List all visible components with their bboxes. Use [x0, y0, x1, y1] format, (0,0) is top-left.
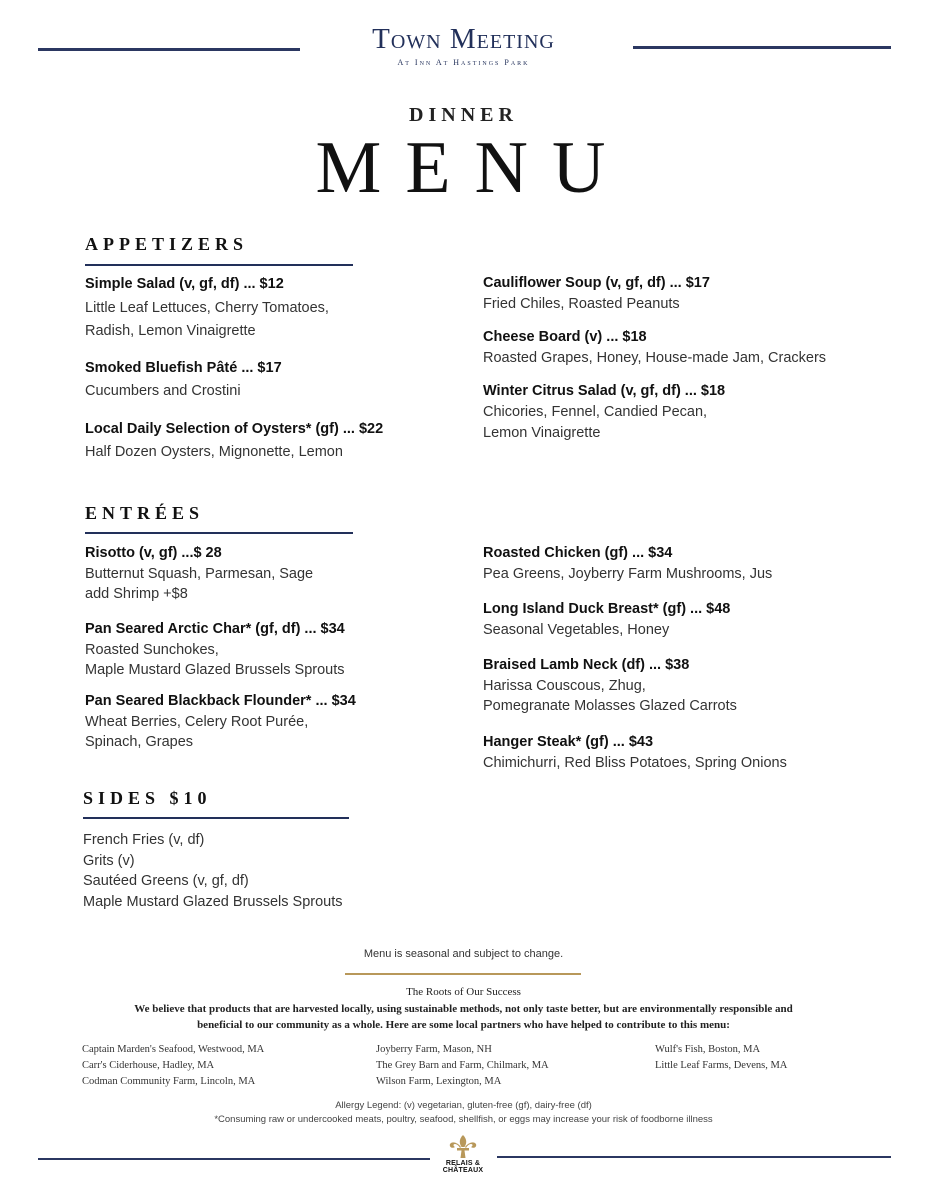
- side-item: Grits (v): [83, 852, 135, 869]
- fleur-de-lis-icon: [448, 1134, 478, 1160]
- item-desc: Roasted Sunchokes, Maple Mustard Glazed Brussels Sprouts: [85, 641, 345, 678]
- item-desc: Half Dozen Oysters, Mignonette, Lemon: [85, 444, 343, 460]
- item-desc: Chicories, Fennel, Candied Pecan, Lemon Vinaigrette: [483, 404, 708, 441]
- item-desc: Pea Greens, Joyberry Farm Mushrooms, Jus: [483, 565, 773, 582]
- menu-item: [483, 655, 903, 717]
- item-title: Risotto (v, gf) ...$ 28: [85, 545, 222, 561]
- entrees-rule: [85, 532, 353, 534]
- roots-text-2: beneficial to our community as a whole. Here are some local partners who have helped to contribute to this menu:: [197, 1019, 730, 1031]
- menu-item: [483, 732, 903, 773]
- item-desc: Harissa Couscous, Zhug, Pomegranate Molasses Glazed Carrots: [483, 677, 737, 714]
- item-desc: Little Leaf Lettuces, Cherry Tomatoes, Radish, Lemon Vinaigrette: [85, 300, 329, 339]
- partners-col-3: [655, 1042, 895, 1074]
- partner-item: Captain Marden's Seafood, Westwood, MA: [82, 1044, 265, 1055]
- brand-logo: [0, 22, 927, 67]
- menu-title: MENU: [315, 127, 630, 209]
- side-item: Sautéed Greens (v, gf, df): [83, 873, 249, 889]
- sides-heading: SIDES $10: [83, 788, 212, 808]
- menu-item: [85, 274, 455, 343]
- sides-rule: [83, 817, 349, 819]
- item-title: Simple Salad (v, gf, df) ... $12: [85, 276, 284, 292]
- brand-name: Town Meeting: [372, 23, 555, 55]
- sides-list: [83, 830, 443, 912]
- menu-item: [85, 691, 465, 753]
- item-title: Pan Seared Blackback Flounder* ... $34: [85, 693, 356, 709]
- appetizers-heading: APPETIZERS: [85, 234, 249, 254]
- brand-subtitle: At Inn At Hastings Park: [397, 58, 530, 67]
- side-item: French Fries (v, df): [83, 832, 205, 848]
- item-desc: Fried Chiles, Roasted Peanuts: [483, 296, 680, 312]
- seasonal-note: Menu is seasonal and subject to change.: [363, 948, 564, 960]
- partner-item: Wulf's Fish, Boston, MA: [655, 1044, 761, 1055]
- partners-col-1: [82, 1042, 362, 1090]
- item-title: Cauliflower Soup (v, gf, df) ... $17: [483, 275, 710, 291]
- footer-rule-left: [38, 1158, 430, 1160]
- relais-label-1: RELAIS &: [445, 1160, 481, 1167]
- menu-item: [483, 543, 903, 584]
- item-title: Roasted Chicken (gf) ... $34: [483, 545, 673, 561]
- partner-item: Codman Community Farm, Lincoln, MA: [82, 1076, 256, 1087]
- menu-item: [483, 273, 883, 315]
- item-desc: Chimichurri, Red Bliss Potatoes, Spring Onions: [483, 754, 787, 771]
- roots-title: The Roots of Our Success: [406, 986, 521, 998]
- partner-item: The Grey Barn and Farm, Chilmark, MA: [376, 1060, 549, 1071]
- footer-rule-right: [497, 1156, 891, 1158]
- item-title: Hanger Steak* (gf) ... $43: [483, 734, 654, 750]
- partner-item: Joyberry Farm, Mason, NH: [376, 1044, 492, 1055]
- menu-item: [85, 619, 465, 681]
- appetizers-rule: [85, 264, 353, 266]
- item-desc: Roasted Grapes, Honey, House-made Jam, Crackers: [483, 350, 827, 366]
- menu-item: [483, 381, 883, 444]
- item-title: Cheese Board (v) ... $18: [483, 329, 647, 345]
- item-title: Smoked Bluefish Pâté ... $17: [85, 360, 282, 376]
- menu-item: [85, 543, 455, 605]
- relais-chateaux-logo: [430, 1134, 496, 1174]
- menu-item: [483, 599, 903, 640]
- dinner-heading: DINNER: [409, 104, 518, 126]
- roots-text-1: We believe that products that are harvested locally, using sustainable methods, not only taste better, but are environmentally responsible and: [134, 1003, 793, 1015]
- allergy-legend: Allergy Legend: (v) vegetarian, gluten-free (gf), dairy-free (df): [335, 1100, 592, 1111]
- partner-item: Wilson Farm, Lexington, MA: [376, 1076, 502, 1087]
- partners-col-2: [376, 1042, 636, 1090]
- item-title: Long Island Duck Breast* (gf) ... $48: [483, 601, 731, 617]
- item-desc: Cucumbers and Crostini: [85, 383, 241, 399]
- menu-item: [483, 327, 903, 369]
- menu-item: [85, 419, 465, 463]
- item-desc: Wheat Berries, Celery Root Purée, Spinach, Grapes: [85, 713, 309, 750]
- raw-warning: *Consuming raw or undercooked meats, poultry, seafood, shellfish, or eggs may increase your risk of foodborne illness: [214, 1114, 713, 1125]
- gold-divider: [345, 973, 581, 975]
- item-desc: Butternut Squash, Parmesan, Sage add Shrimp +$8: [85, 565, 314, 602]
- entrees-heading: ENTRÉES: [85, 503, 205, 523]
- partner-item: Carr's Ciderhouse, Hadley, MA: [82, 1060, 215, 1071]
- side-item: Maple Mustard Glazed Brussels Sprouts: [83, 893, 343, 910]
- menu-item: [85, 358, 455, 402]
- item-title: Braised Lamb Neck (df) ... $38: [483, 657, 690, 673]
- partner-item: Little Leaf Farms, Devens, MA: [655, 1060, 788, 1071]
- relais-label-2: CHÂTEAUX: [442, 1167, 484, 1174]
- item-desc: Seasonal Vegetables, Honey: [483, 621, 670, 638]
- item-title: Local Daily Selection of Oysters* (gf) ... $22: [85, 421, 384, 437]
- item-title: Pan Seared Arctic Char* (gf, df) ... $34: [85, 621, 345, 637]
- item-title: Winter Citrus Salad (v, gf, df) ... $18: [483, 383, 726, 399]
